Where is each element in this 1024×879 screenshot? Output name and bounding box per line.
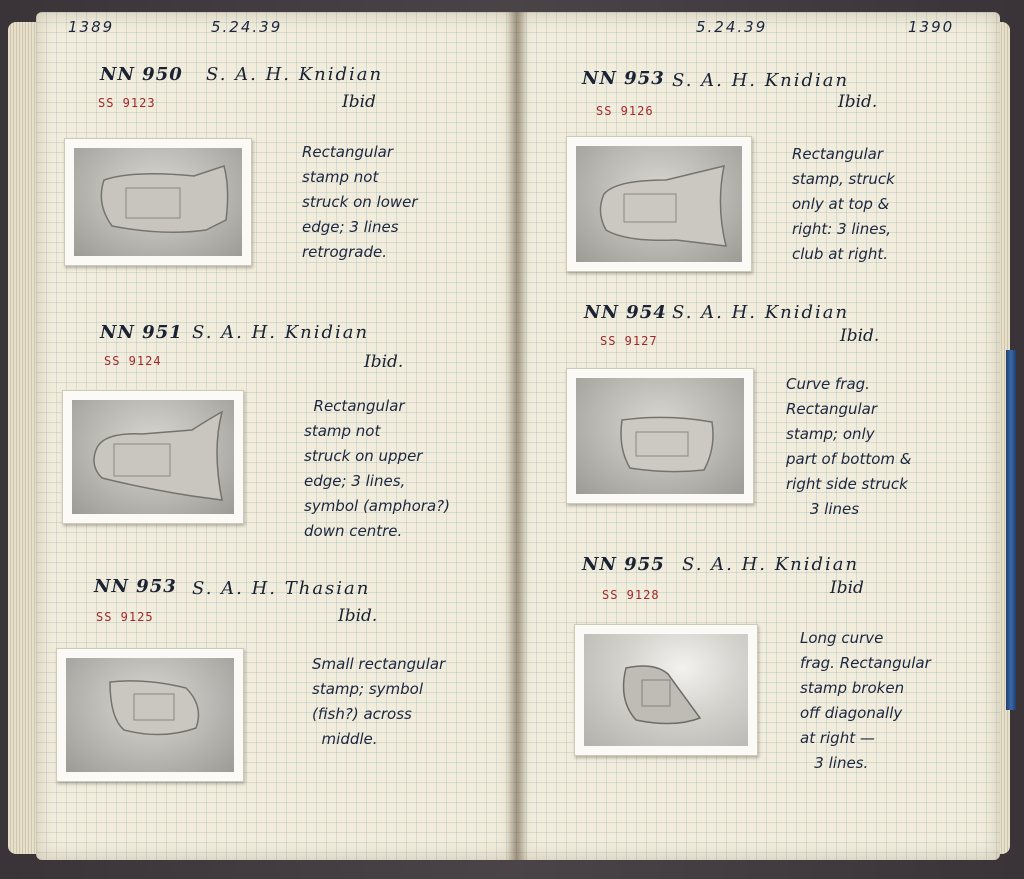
entry-number: NN 954 <box>584 302 667 323</box>
ibid-label: Ibid <box>830 578 864 598</box>
entry-note: Rectangular stamp, struck only at top & right: 3 lines, club at right. <box>792 145 895 263</box>
amphora-handle-image <box>584 634 748 746</box>
entry-note: Long curve frag. Rectangular stamp broken off diagonally at right — 3 lines. <box>800 629 931 772</box>
ware-description: S. A. H. Knidian <box>672 302 850 323</box>
page-date: 5.24.39 <box>211 18 283 36</box>
entry-number: NN 951 <box>100 322 183 343</box>
amphora-handle-image <box>66 658 234 772</box>
ibid-label: Ibid <box>342 92 376 112</box>
sherd-photo <box>64 138 252 266</box>
entry-number: NN 953 <box>94 576 177 597</box>
page-number: 1389 <box>68 18 115 36</box>
entry-note: Small rectangular stamp; symbol (fish?) across middle. <box>312 655 446 748</box>
sherd-photo <box>574 624 758 756</box>
entry-note: Rectangular stamp not struck on upper edge; 3 lines, symbol (amphora?) down centre. <box>304 397 450 540</box>
ware-description: S. A. H. Knidian <box>682 554 860 575</box>
entry-number: NN 955 <box>582 554 665 575</box>
ss-number: SS 9128 <box>602 588 660 602</box>
bookmark-ribbon <box>1006 350 1016 710</box>
ibid-label: Ibid. <box>838 92 878 112</box>
ware-description: S. A. H. Thasian <box>192 578 371 599</box>
ware-description: S. A. H. Knidian <box>192 322 370 343</box>
sherd-photo <box>566 136 752 272</box>
page-number: 1390 <box>908 18 955 36</box>
entry-number: NN 953 <box>582 68 665 89</box>
sherd-photo <box>566 368 754 504</box>
amphora-handle-image <box>576 146 742 262</box>
ibid-label: Ibid. <box>840 326 880 346</box>
left-page <box>36 12 516 860</box>
ss-number: SS 9126 <box>596 104 654 118</box>
entry-note: Rectangular stamp not struck on lower edge; 3 lines retrograde. <box>302 143 418 261</box>
sherd-photo <box>56 648 244 782</box>
ss-number: SS 9124 <box>104 354 162 368</box>
right-page <box>516 12 1000 860</box>
amphora-handle-image <box>72 400 234 514</box>
sherd-photo <box>62 390 244 524</box>
entry-number: NN 950 <box>100 64 183 85</box>
ware-description: S. A. H. Knidian <box>672 70 850 91</box>
amphora-handle-image <box>74 148 242 256</box>
amphora-handle-image <box>576 378 744 494</box>
ibid-label: Ibid. <box>338 606 378 626</box>
ss-number: SS 9123 <box>98 96 156 110</box>
page-date: 5.24.39 <box>696 18 768 36</box>
ibid-label: Ibid. <box>364 352 404 372</box>
ss-number: SS 9125 <box>96 610 154 624</box>
notebook-gutter <box>506 12 528 860</box>
ss-number: SS 9127 <box>600 334 658 348</box>
entry-note: Curve frag. Rectangular stamp; only part of bottom & right side struck 3 lines <box>786 375 912 518</box>
ware-description: S. A. H. Knidian <box>206 64 384 85</box>
